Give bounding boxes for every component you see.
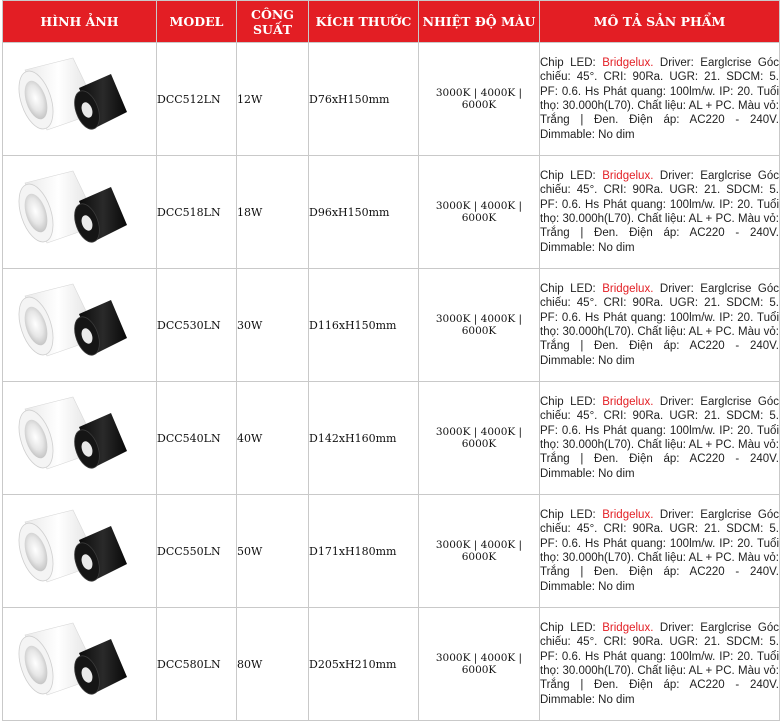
desc-prefix: Chip LED: <box>540 57 603 70</box>
power-cell: 40W <box>237 382 309 495</box>
desc-prefix: Chip LED: <box>540 283 603 296</box>
model-cell: DCC512LN <box>157 43 237 156</box>
model-cell: DCC530LN <box>157 269 237 382</box>
desc-prefix: Chip LED: <box>540 509 603 522</box>
description-cell <box>540 608 780 721</box>
description-cell <box>540 156 780 269</box>
power-cell: 12W <box>237 43 309 156</box>
table-row <box>3 495 780 608</box>
product-image-cell <box>3 608 157 721</box>
brand-name: Bridgelux. <box>602 396 654 409</box>
product-image-cell <box>3 269 157 382</box>
downlight-product-image <box>3 278 133 370</box>
product-image-cell <box>3 156 157 269</box>
brand-name: Bridgelux. <box>602 57 654 70</box>
size-cell: D116xH150mm <box>309 269 419 382</box>
product-image-cell <box>3 382 157 495</box>
downlight-product-image <box>3 52 133 144</box>
description-cell <box>540 269 780 382</box>
product-spec-table <box>2 0 780 721</box>
power-cell: 50W <box>237 495 309 608</box>
size-cell: D96xH150mm <box>309 156 419 269</box>
desc-prefix: Chip LED: <box>540 170 603 183</box>
model-cell: DCC518LN <box>157 156 237 269</box>
color-temp-cell: 3000K | 4000K | 6000K <box>419 43 540 156</box>
color-temp-cell: 3000K | 4000K | 6000K <box>419 269 540 382</box>
size-cell: D142xH160mm <box>309 382 419 495</box>
brand-name: Bridgelux. <box>602 509 654 522</box>
description-cell <box>540 495 780 608</box>
color-temp-cell: 3000K | 4000K | 6000K <box>419 156 540 269</box>
brand-name: Bridgelux. <box>602 283 654 296</box>
table-row <box>3 382 780 495</box>
model-cell: DCC580LN <box>157 608 237 721</box>
desc-prefix: Chip LED: <box>540 622 603 635</box>
size-cell: D76xH150mm <box>309 43 419 156</box>
table-row <box>3 156 780 269</box>
power-cell: 80W <box>237 608 309 721</box>
downlight-product-image <box>3 391 133 483</box>
product-image-cell <box>3 495 157 608</box>
model-cell: DCC540LN <box>157 382 237 495</box>
power-cell: 18W <box>237 156 309 269</box>
color-temp-cell: 3000K | 4000K | 6000K <box>419 382 540 495</box>
header-color-temp: NHIỆT ĐỘ MÀU <box>419 1 540 43</box>
desc-details: Driver: Earglcrise Góc chiếu: 45°. CRI: 90Ra. UGR: 21. SDCM: 5. PF: 0.6. Hs Phát quang: 100lm/w. IP: 20. Tuổi thọ: 30.000h(L70). Chất liệu: AL + PC. Màu vỏ: Trắng | Đen. Điện áp: AC220 - 240V. Dimmable: No dim <box>540 57 780 141</box>
header-description: MÔ TẢ SẢN PHẨM <box>540 1 780 43</box>
header-size: KÍCH THƯỚC <box>309 1 419 43</box>
desc-details: Driver: Earglcrise Góc chiếu: 45°. CRI: 90Ra. UGR: 21. SDCM: 5. PF: 0.6. Hs Phát quang: 100lm/w. IP: 20. Tuổi thọ: 30.000h(L70). Chất liệu: AL + PC. Màu vỏ: Trắng | Đen. Điện áp: AC220 - 240V. Dimmable: No dim <box>540 170 780 254</box>
product-image-cell <box>3 43 157 156</box>
brand-name: Bridgelux. <box>602 622 654 635</box>
color-temp-cell: 3000K | 4000K | 6000K <box>419 495 540 608</box>
desc-prefix: Chip LED: <box>540 396 603 409</box>
desc-details: Driver: Earglcrise Góc chiếu: 45°. CRI: 90Ra. UGR: 21. SDCM: 5. PF: 0.6. Hs Phát quang: 100lm/w. IP: 20. Tuổi thọ: 30.000h(L70). Chất liệu: AL + PC. Màu vỏ: Trắng | Đen. Điện áp: AC220 - 240V. Dimmable: No dim <box>540 622 780 706</box>
description-cell <box>540 43 780 156</box>
table-row <box>3 269 780 382</box>
downlight-product-image <box>3 617 133 709</box>
brand-name: Bridgelux. <box>602 170 654 183</box>
size-cell: D205xH210mm <box>309 608 419 721</box>
header-model: MODEL <box>157 1 237 43</box>
header-image: HÌNH ẢNH <box>3 1 157 43</box>
header-power: CÔNG SUẤT <box>237 1 309 43</box>
downlight-product-image <box>3 165 133 257</box>
table-header-row <box>3 1 780 43</box>
desc-details: Driver: Earglcrise Góc chiếu: 45°. CRI: 90Ra. UGR: 21. SDCM: 5. PF: 0.6. Hs Phát quang: 100lm/w. IP: 20. Tuổi thọ: 30.000h(L70). Chất liệu: AL + PC. Màu vỏ: Trắng | Đen. Điện áp: AC220 - 240V. Dimmable: No dim <box>540 509 780 593</box>
model-cell: DCC550LN <box>157 495 237 608</box>
table-row <box>3 43 780 156</box>
downlight-product-image <box>3 504 133 596</box>
desc-details: Driver: Earglcrise Góc chiếu: 45°. CRI: 90Ra. UGR: 21. SDCM: 5. PF: 0.6. Hs Phát quang: 100lm/w. IP: 20. Tuổi thọ: 30.000h(L70). Chất liệu: AL + PC. Màu vỏ: Trắng | Đen. Điện áp: AC220 - 240V. Dimmable: No dim <box>540 283 780 367</box>
color-temp-cell: 3000K | 4000K | 6000K <box>419 608 540 721</box>
description-cell <box>540 382 780 495</box>
desc-details: Driver: Earglcrise Góc chiếu: 45°. CRI: 90Ra. UGR: 21. SDCM: 5. PF: 0.6. Hs Phát quang: 100lm/w. IP: 20. Tuổi thọ: 30.000h(L70). Chất liệu: AL + PC. Màu vỏ: Trắng | Đen. Điện áp: AC220 - 240V. Dimmable: No dim <box>540 396 780 480</box>
power-cell: 30W <box>237 269 309 382</box>
table-row <box>3 608 780 721</box>
size-cell: D171xH180mm <box>309 495 419 608</box>
